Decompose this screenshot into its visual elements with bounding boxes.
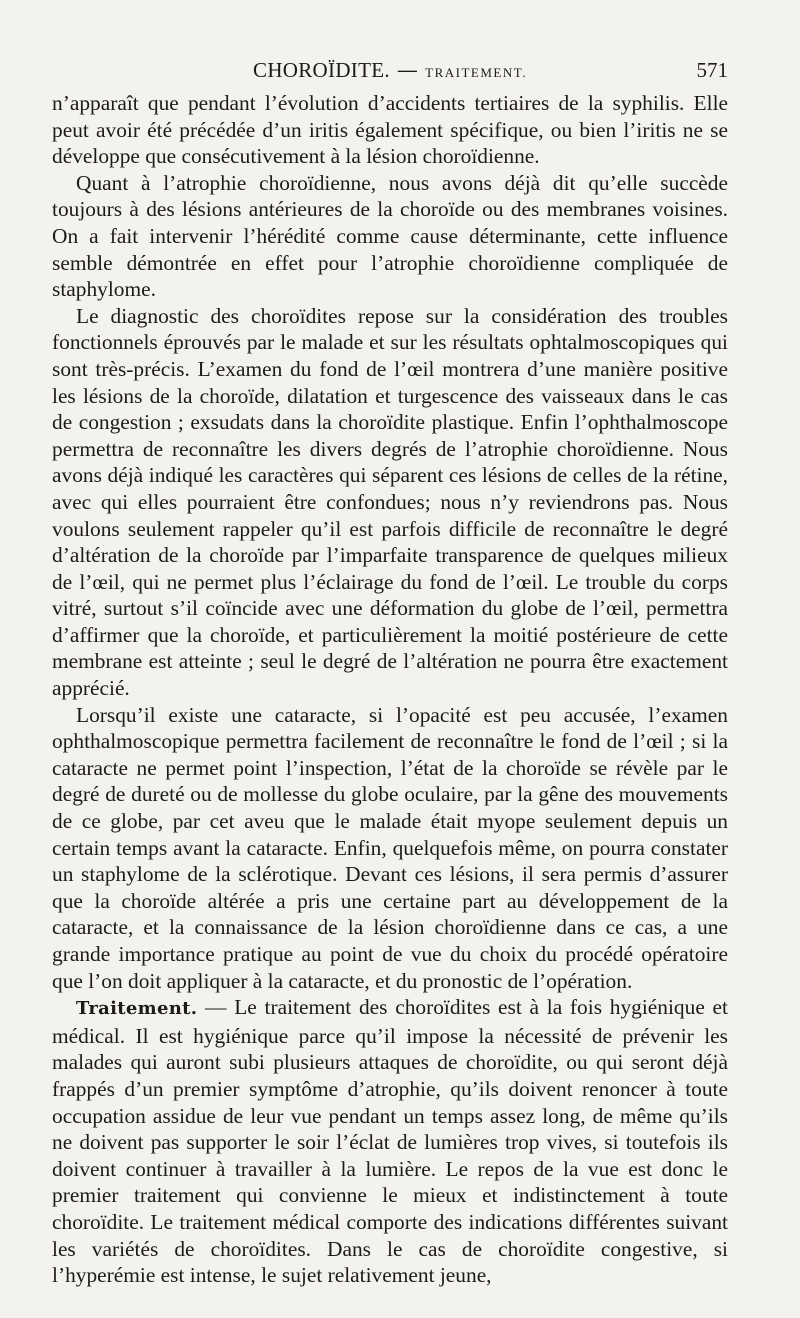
page-number: 571 [696,58,728,82]
paragraph: Le diagnostic des choroïdites repose sur la considération des troubles fonctionnels éprouvés par le malade et sur les résultats ophtalmoscopiques qui sont très-précis. L’examen du fond de l’œil montrera d’une manière positive les lésions de la choroïde, dilatation et turgescence des vaisseaux dans le cas de congestion ; exsudats dans la choroïdite plastique. Enfin l’ophthalmoscope permettra de reconnaître les divers degrés de l’atrophie choroïdienne. Nous avons déjà indiqué les caractères qui séparent ces lésions de celles de la rétine, avec qui elles pourraient être confondues; nous n’y reviendrons pas. Nous voulons seulement rappeler qu’il est parfois difficile de reconnaître le degré d’altération de la choroïde par l’imparfaite transparence de quelques milieux de l’œil, qui ne permet plus l’éclairage du fond de l’œil. Le trouble du corps vitré, surtout s’il coïncide avec une déformation du globe de l’œil, permettra d’affirmer que la choroïde, et particulièrement la moitié postérieure de cette membrane est atteinte ; seul le degré de l’altération ne pourra être exactement apprécié. [52,303,728,701]
body-text [52,90,728,1289]
running-title-separator: — [389,58,426,82]
section-run-head: Traitement. [76,998,198,1020]
running-title-main: CHOROÏDITE. [253,58,390,82]
paragraph: n’apparaît que pendant l’évolution d’accidents tertiaires de la syphilis. Elle peut avoir été précédée d’un iritis également spécifique, ou bien l’iritis ne se développe que consécutivement à la lésion choroïdienne. [52,91,728,169]
running-title-section: TRAITEMENT. [425,65,527,80]
running-title [52,58,728,83]
paragraph-text: Le traitement des choroïdites est à la fois hygiénique et médical. Il est hygiénique parce qu’il impose la nécessité de prévenir les malades qui auront subi plusieurs attaques de choroïdite, ou qui seront déjà frappés d’un premier symptôme d’atrophie, qu’ils doivent renoncer à toute occupation assidue de leur vue pendant un temps assez long, de même qu’ils ne doivent pas supporter le soir l’éclat de lumières trop vives, si toutefois ils doivent continuer à travailler à la lumière. Le repos de la vue est donc le premier traitement qui convienne le mieux et indistinctement à toute choroïdite. Le traitement médical comporte des indications différentes suivant les variétés de choroïdites. Dans le cas de choroïdite congestive, si l’hyperémie est intense, le sujet relativement jeune, [52,995,728,1288]
paragraph: Lorsqu’il existe une cataracte, si l’opacité est peu accusée, l’examen ophthalmoscopique permettra facilement de reconnaître le fond de l’œil ; si la cataracte ne permet point l’inspection, l’état de la choroïde se révèle par le degré de dureté ou de mollesse du globe oculaire, par la gêne des mouvements de ce globe, par cet aveu que le malade était myope seulement depuis un certain temps avant la cataracte. Enfin, quelquefois même, on pourra constater un staphylome de la sclérotique. Devant ces lésions, il sera permis d’assurer que la choroïde altérée a pris une certaine part au développement de la cataracte, et la connaissance de la lésion choroïdienne dans ce cas, a une grande importance pratique au point de vue du choix du procédé opératoire que l’on doit appliquer à la cataracte, et du pronostic de l’opération. [52,702,728,993]
running-header [52,56,728,86]
paragraph: Quant à l’atrophie choroïdienne, nous avons déjà dit qu’elle succède toujours à des lésions antérieures de la choroïde ou des membranes voisines. On a fait intervenir l’hérédité comme cause déterminante, cette influence semble démontrée en effet pour l’atrophie choroïdienne compliquée de staphylome. [52,170,728,302]
paragraph-traitement: Traitement. — Le traitement des choroïdites est à la fois hygiénique et médical. Il est hygiénique parce qu’il impose la nécessité de prévenir les malades qui auront subi plusieurs attaques de choroïdite, ou qui seront déjà frappés d’un premier symptôme d’atrophie, qu’ils doivent renoncer à toute occupation assidue de leur vue pendant un temps assez long, de même qu’ils ne doivent pas supporter le soir l’éclat de lumières trop vives, si toutefois ils doivent continuer à travailler à la lumière. Le repos de la vue est donc le premier traitement qui convienne le mieux et indistinctement à toute choroïdite. Le traitement médical comporte des indications différentes suivant les variétés de choroïdites. Dans le cas de choroïdite congestive, si l’hyperémie est intense, le sujet relativement jeune, [52,995,728,1288]
